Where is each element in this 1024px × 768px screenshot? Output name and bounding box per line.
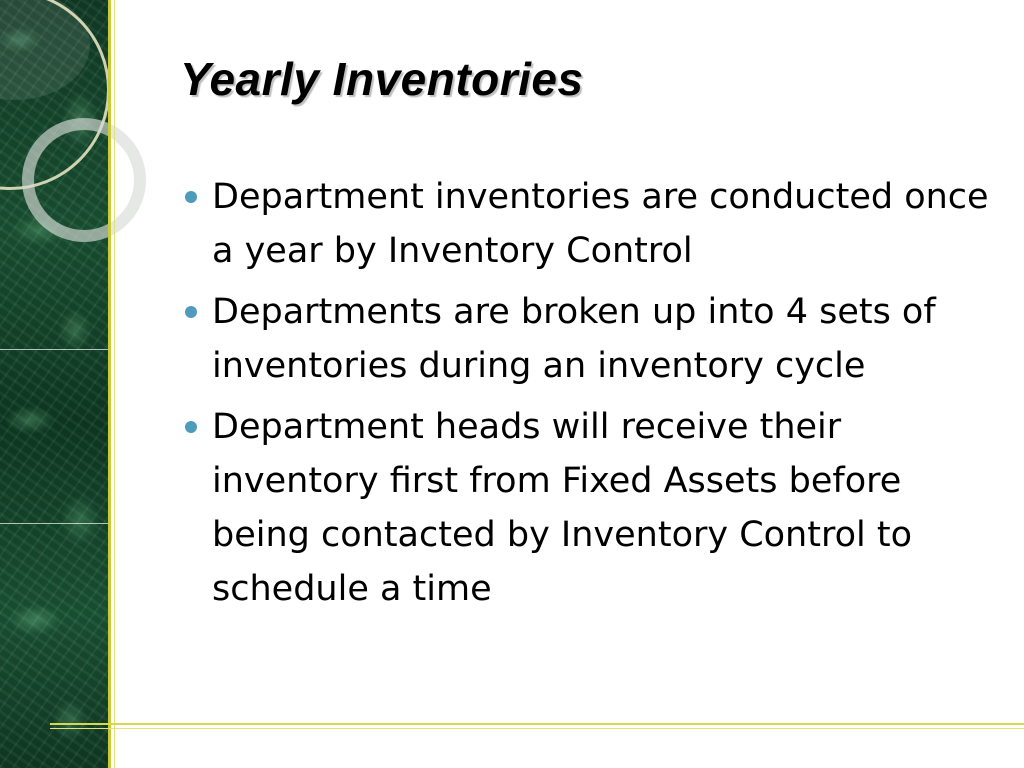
round-bullet-icon bbox=[185, 421, 197, 433]
bullet-item bbox=[184, 285, 994, 393]
bullet-text: Departments are broken up into 4 sets of inventories during an inventory cycle bbox=[212, 292, 936, 386]
bullet-item bbox=[184, 170, 994, 278]
bullet-list bbox=[184, 170, 994, 623]
ring-decoration-small bbox=[22, 118, 146, 242]
sidebar-divider bbox=[0, 523, 108, 524]
gold-horizontal-line bbox=[50, 728, 1024, 729]
sidebar-divider bbox=[0, 349, 108, 350]
gold-horizontal-line bbox=[50, 723, 1024, 725]
round-bullet-icon bbox=[185, 306, 197, 318]
slide-title: Yearly Inventories bbox=[180, 53, 584, 105]
gold-vertical-line bbox=[114, 0, 115, 768]
bullet-text: Department heads will receive their inventory first from Fixed Assets before being contacted by Inventory Control to schedule a time bbox=[212, 407, 912, 609]
bullet-text: Department inventories are conducted once a year by Inventory Control bbox=[212, 177, 989, 271]
gold-vertical-line bbox=[108, 0, 111, 768]
bullet-item bbox=[184, 400, 994, 616]
round-bullet-icon bbox=[185, 191, 197, 203]
